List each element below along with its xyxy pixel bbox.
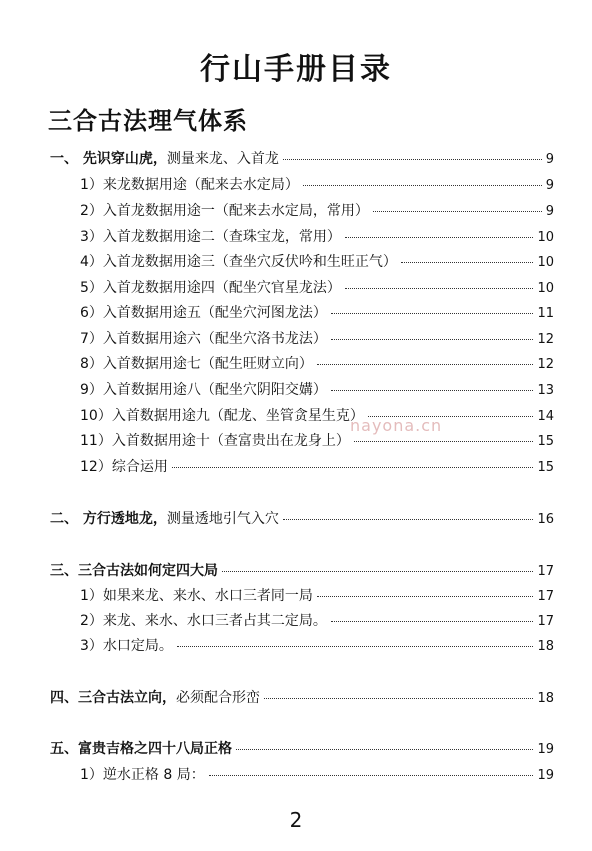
dot-leader: [317, 596, 534, 597]
dot-leader: [345, 288, 534, 289]
toc-entry-label: [80, 405, 364, 425]
toc-entry[interactable]: [50, 508, 554, 528]
dot-leader: [209, 775, 534, 776]
toc-entry-page: 14: [537, 409, 554, 424]
dot-leader: [303, 185, 542, 186]
toc-entry-label: [80, 174, 299, 194]
toc-entry[interactable]: [50, 738, 554, 758]
toc-entry-text: 3）水口定局。: [80, 638, 173, 654]
toc-entry-text: 7）入首数据用途六（配坐穴洛书龙法）: [80, 331, 327, 347]
dot-leader: [373, 211, 542, 212]
toc-entry-page: 12: [537, 332, 554, 347]
dot-leader: [401, 262, 534, 263]
toc-entry-label: [80, 456, 168, 476]
toc-entry-label: [50, 560, 218, 580]
toc-entry-heading: 二、 方行透地龙，: [50, 511, 167, 527]
toc-entry-heading: 四、三合古法立向，: [50, 690, 176, 706]
page-title: 行山手册目录: [200, 52, 392, 87]
toc-entry-text: 2）入首龙数据用途一（配来去水定局，常用）: [80, 203, 369, 219]
dot-leader: [236, 749, 533, 750]
dot-leader: [222, 571, 533, 572]
toc-entry-text: 2）来龙、来水、水口三者占其二定局。: [80, 613, 327, 629]
toc-entry-label: [80, 610, 327, 630]
toc-entry-page: 17: [537, 564, 554, 579]
toc-entry-page: 17: [537, 614, 554, 629]
toc-entry[interactable]: [80, 610, 554, 630]
toc-entry-label: [80, 353, 313, 373]
toc-entry-page: 10: [537, 255, 554, 270]
toc-entry[interactable]: [80, 764, 554, 784]
toc-entry[interactable]: [80, 405, 554, 425]
toc-entry-page: 16: [537, 512, 554, 527]
toc-entry-label: [50, 687, 260, 707]
toc-entry-label: [80, 635, 173, 655]
dot-leader: [317, 364, 534, 365]
dot-leader: [177, 646, 534, 647]
toc-entry[interactable]: [50, 560, 554, 580]
toc-entry[interactable]: [80, 251, 554, 271]
dot-leader: [331, 313, 534, 314]
toc-entry-text: 9）入首数据用途八（配坐穴阴阳交媾）: [80, 382, 327, 398]
dot-leader: [331, 390, 534, 391]
toc-entry[interactable]: [80, 635, 554, 655]
toc-entry-text: 12）综合运用: [80, 459, 168, 475]
toc-entry-label: [80, 430, 350, 450]
dot-leader: [283, 519, 534, 520]
toc-entry-page: 15: [537, 434, 554, 449]
toc-entry-page: 9: [545, 204, 554, 219]
toc-entry-label: [50, 738, 232, 758]
toc-entry-text: 4）入首龙数据用途三（查坐穴反伏吟和生旺正气）: [80, 254, 397, 270]
dot-leader: [331, 339, 534, 340]
dot-leader: [172, 467, 534, 468]
toc-entry-text: 5）入首龙数据用途四（配坐穴官星龙法）: [80, 280, 341, 296]
toc-entry[interactable]: [50, 148, 554, 168]
toc-entry-text: 11）入首数据用途十（查富贵出在龙身上）: [80, 433, 350, 449]
dot-leader: [354, 441, 534, 442]
toc-entry-page: 11: [537, 306, 554, 321]
toc-entry-page: 9: [545, 178, 554, 193]
toc-entry-page: 13: [537, 383, 554, 398]
toc-entry-label: [80, 328, 327, 348]
dot-leader: [283, 159, 542, 160]
toc-entry-label: [80, 585, 313, 605]
toc-entry-label: [50, 148, 279, 168]
toc-entry-label: [80, 764, 205, 784]
toc-entry-text: 测量来龙、入首龙: [166, 151, 279, 167]
toc-entry-page: 10: [537, 230, 554, 245]
toc-entry-label: [80, 251, 397, 271]
toc-entry[interactable]: [80, 174, 554, 194]
toc-entry-text: 必须配合形峦: [176, 690, 260, 706]
toc-entry[interactable]: [50, 687, 554, 707]
toc-entry[interactable]: [80, 379, 554, 399]
toc-entry-label: [80, 379, 327, 399]
page-number: 2: [289, 808, 303, 832]
watermark-text: nayona.cn: [350, 416, 443, 435]
toc-entry-text: 3）入首龙数据用途二（查珠宝龙，常用）: [80, 229, 341, 245]
toc-entry-page: 19: [537, 768, 554, 783]
toc-entry[interactable]: [80, 585, 554, 605]
toc-entry-label: [80, 277, 341, 297]
toc-entry-text: 6）入首数据用途五（配坐穴河图龙法）: [80, 305, 327, 321]
toc-entry-heading: 一、 先识穿山虎，: [50, 151, 167, 167]
toc-entry-page: 10: [537, 281, 554, 296]
toc-entry[interactable]: [80, 200, 554, 220]
toc-entry[interactable]: [80, 328, 554, 348]
dot-leader: [331, 621, 534, 622]
toc-entry-text: 测量透地引气入穴: [166, 511, 279, 527]
toc-entry-label: [80, 226, 341, 246]
toc-entry[interactable]: [80, 456, 554, 476]
toc-entry-page: 19: [537, 742, 554, 757]
section-heading: 三合古法理气体系: [48, 107, 248, 135]
toc-entry-label: [80, 302, 327, 322]
dot-leader: [345, 237, 534, 238]
toc-entry-label: [80, 200, 369, 220]
toc-entry-text: 1）如果来龙、来水、水口三者同一局: [80, 588, 313, 604]
toc-entry-label: [50, 508, 279, 528]
toc-entry[interactable]: [80, 430, 554, 450]
toc-entry-page: 18: [537, 691, 554, 706]
toc-entry[interactable]: [80, 277, 554, 297]
toc-entry[interactable]: [80, 226, 554, 246]
toc-entry-page: 12: [537, 357, 554, 372]
dot-leader: [264, 698, 533, 699]
toc-entry-text: 10）入首数据用途九（配龙、坐管贪星生克）: [80, 408, 364, 424]
toc-entry-heading: 三、三合古法如何定四大局: [50, 563, 218, 579]
toc-entry-page: 15: [537, 460, 554, 475]
toc-entry-heading: 五、富贵吉格之四十八局正格: [50, 741, 232, 757]
toc-entry-page: 17: [537, 589, 554, 604]
toc-entry[interactable]: [80, 302, 554, 322]
toc-entry[interactable]: [80, 353, 554, 373]
toc-entry-text: 1）逆水正格 8 局：: [80, 767, 205, 783]
toc-entry-text: 8）入首数据用途七（配生旺财立向）: [80, 356, 313, 372]
toc-entry-page: 18: [537, 639, 554, 654]
toc-entry-text: 1）来龙数据用途（配来去水定局）: [80, 177, 299, 193]
toc-entry-page: 9: [545, 152, 554, 167]
